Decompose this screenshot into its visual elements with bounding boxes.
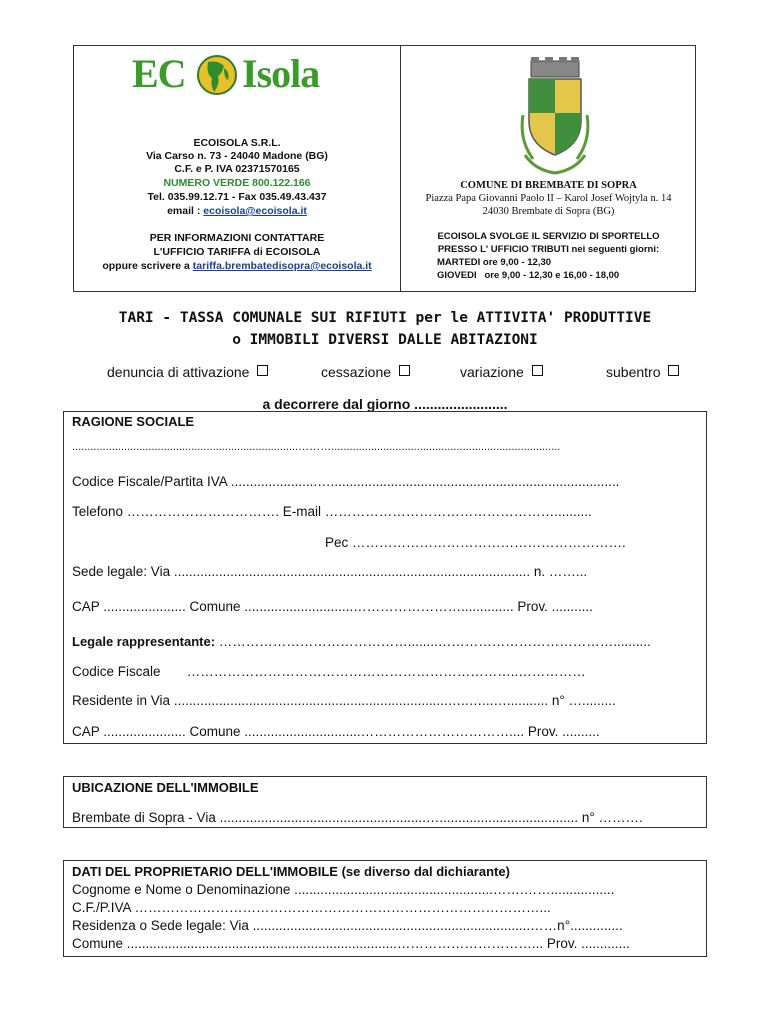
cap-comune-field[interactable]: CAP ...................... Comune .............................…………………….............. Prov. ........... <box>72 599 593 614</box>
toll-free-number: NUMERO VERDE 800.122.166 <box>163 177 311 189</box>
pec-field[interactable]: Pec ……………………………………………………. <box>325 535 626 550</box>
legal-representative-label: Legale rappresentante: <box>72 634 216 649</box>
owner-comune-field[interactable]: Comune ........................................................................…………………………... Prov. ............. <box>72 936 630 951</box>
representative-tax-code-field[interactable]: Codice Fiscale ………………………………………………………………..…………… <box>72 664 586 679</box>
option-variation-label: variazione <box>460 364 524 380</box>
comune-city: 24030 Brembate di Sopra (BG) <box>482 206 615 217</box>
company-name-field[interactable]: ..........................................................................………........................................................................... <box>72 441 561 453</box>
owner-name-field[interactable]: Cognome e Nome o Denominazione .....................................................…….……................. <box>72 882 615 897</box>
option-takeover-checkbox[interactable] <box>668 365 679 376</box>
phone-email-field[interactable]: Telefono ……………………………. E-mail …………………………………………….......... <box>72 504 592 519</box>
comune-address: Piazza Papa Giovanni Paolo II – Karol Josef Wojtyla n. 14 <box>425 193 672 204</box>
owner-tax-code-field[interactable]: C.F./P.IVA ………………………………………………………………………………... <box>72 900 551 915</box>
option-activation-checkbox[interactable] <box>257 365 268 376</box>
email-label: email : <box>167 205 204 217</box>
email-link[interactable]: ecoisola@ecoisola.it <box>203 205 307 217</box>
option-cessation-checkbox[interactable] <box>399 365 410 376</box>
option-takeover[interactable] <box>606 364 679 380</box>
globe-icon <box>196 54 238 96</box>
option-cessation-label: cessazione <box>321 364 392 380</box>
logo-text-left: EC <box>132 51 186 96</box>
comune-crest-icon <box>515 55 595 175</box>
tax-code-field[interactable]: Codice Fiscale/Partita IVA .......................…............................................................................. <box>72 474 620 489</box>
legal-representative-dots: ……………………………………........………………………………….......... <box>215 634 651 649</box>
residence-field[interactable]: Residente in Via .........................................................................…..…...…........... n° …......... <box>72 693 616 708</box>
opening-day-2: GIOVEDI ore 9,00 - 12,30 e 16,00 - 18,00 <box>437 270 620 281</box>
service-line-2: PRESSO L' UFFICIO TRIBUTI nei seguenti giorni: <box>437 244 660 255</box>
option-takeover-label: subentro <box>606 364 661 380</box>
company-phone: Tel. 035.99.12.71 - Fax 035.49.43.437 <box>147 191 327 203</box>
residence-cap-comune-field[interactable]: CAP ...................... Comune ...............................…………………………….... Prov. .......... <box>72 724 600 739</box>
comune-name: COMUNE DI BREMBATE DI SOPRA <box>460 180 637 191</box>
option-activation[interactable] <box>107 364 268 380</box>
info-line-1: PER INFORMAZIONI CONTATTARE <box>149 232 325 244</box>
ecoisola-logo <box>132 52 346 96</box>
option-cessation[interactable] <box>321 364 410 380</box>
info-line-2: L'UFFICIO TARIFFA di ECOISOLA <box>153 246 321 258</box>
company-name: ECOISOLA S.R.L. <box>193 137 281 149</box>
owner-residence-field[interactable]: Residenza o Sede legale: Via ..........................................................................……n°.............. <box>72 918 623 933</box>
company-name-heading: RAGIONE SOCIALE <box>72 414 195 429</box>
info-line-3 <box>74 260 400 273</box>
tariff-email-link[interactable]: tariffa.brembatedisopra@ecoisola.it <box>192 260 372 272</box>
property-location-heading: UBICAZIONE DELL'IMMOBILE <box>72 780 259 795</box>
form-title-line-1: TARI - TASSA COMUNALE SUI RIFIUTI per le ATTIVITA' PRODUTTIVE <box>118 310 652 326</box>
opening-day-1: MARTEDI ore 9,00 - 12,30 <box>437 257 552 268</box>
option-variation-checkbox[interactable] <box>532 365 543 376</box>
property-street-field[interactable]: Brembate di Sopra - Via .......................................................…..................................... n° ………. <box>72 810 643 825</box>
company-email-line <box>74 205 400 218</box>
company-vat: C.F. e P. IVA 02371570165 <box>174 163 300 175</box>
start-date-field[interactable]: a decorrere dal giorno ........................ <box>262 396 508 412</box>
owner-heading: DATI DEL PROPRIETARIO DELL'IMMOBILE (se diverso dal dichiarante) <box>72 864 510 879</box>
legal-representative-field[interactable] <box>72 634 700 649</box>
legal-address-field[interactable]: Sede legale: Via ............................................................................................... n. ……... <box>72 564 588 579</box>
logo-text-right: Isola <box>242 51 320 96</box>
option-variation[interactable] <box>460 364 543 380</box>
info-prefix: oppure scrivere a <box>102 260 193 272</box>
option-activation-label: denuncia di attivazione <box>107 364 250 380</box>
service-line-1: ECOISOLA SVOLGE IL SERVIZIO DI SPORTELLO <box>437 231 660 242</box>
company-address: Via Carso n. 73 - 24040 Madone (BG) <box>146 150 328 162</box>
form-title-line-2: o IMMOBILI DIVERSI DALLE ABITAZIONI <box>232 332 538 348</box>
